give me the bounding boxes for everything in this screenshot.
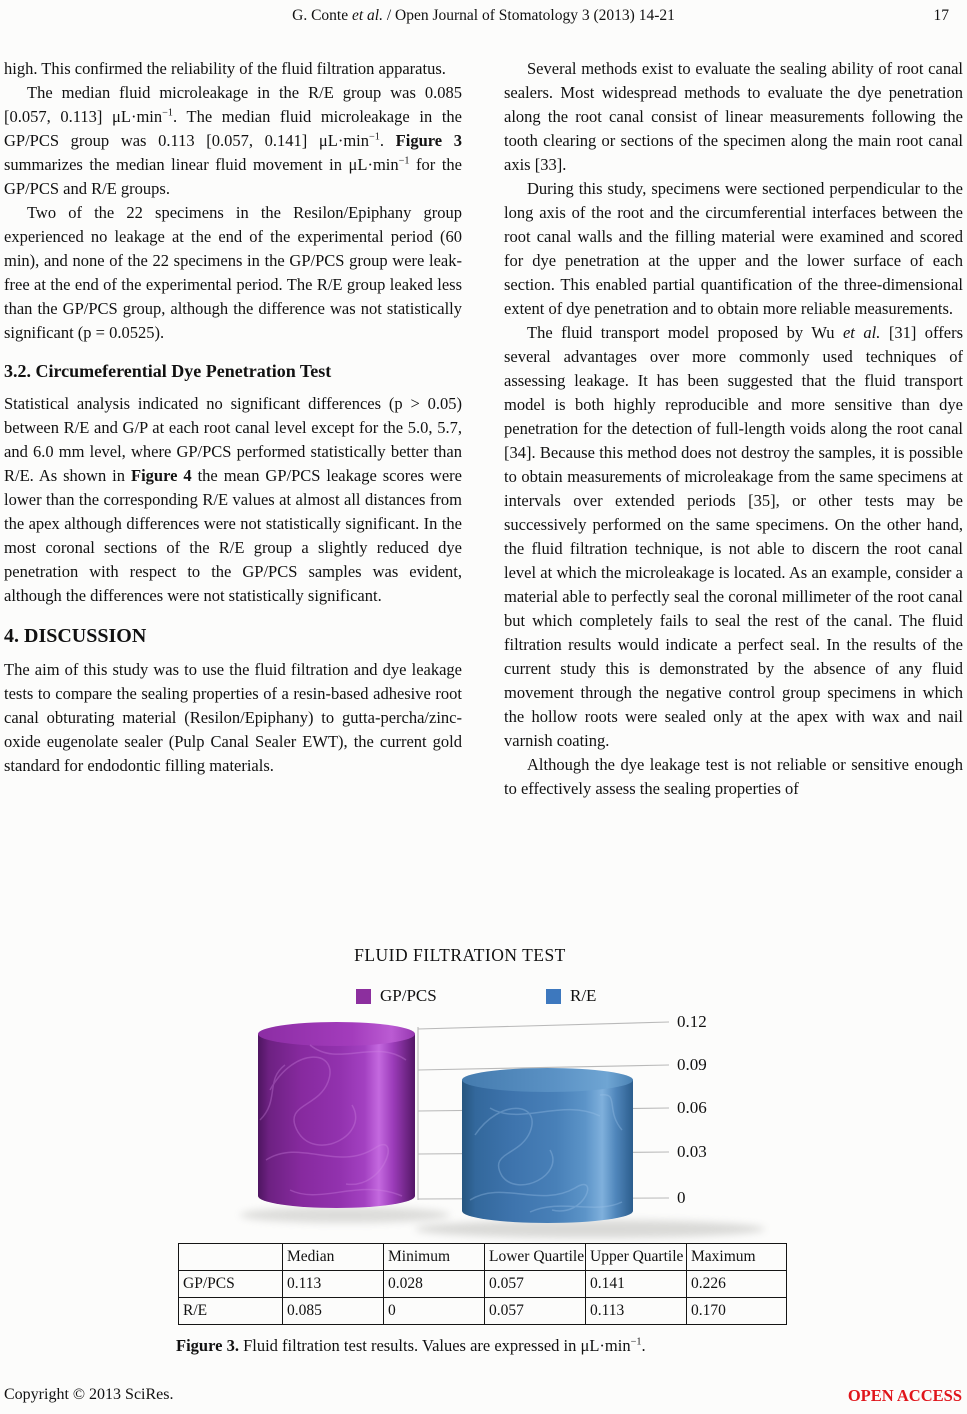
table-header-median: Median — [283, 1244, 384, 1271]
left-column — [4, 57, 462, 945]
legend-label-gppcs: GP/PCS — [380, 986, 437, 1005]
cylinder-gppcs — [258, 1022, 415, 1208]
legend-label-re: R/E — [570, 986, 597, 1005]
y-tick-label-0.09: 0.09 — [677, 1055, 707, 1074]
table-header-upper-quartile: Upper Quartile — [586, 1244, 687, 1271]
paragraph-right-1: Several methods exist to evaluate the sealing ability of root canal sealers. Most widespread methods to evaluate the dye penetration along the root canal consist of linear measurements following the tooth clearing or sections of the specimen along the main root canal axis [33]. — [504, 59, 963, 174]
bar-shadow-re — [415, 1220, 765, 1238]
table-header-blank — [179, 1244, 283, 1271]
cell-re-upper-quartile: 0.113 — [586, 1298, 687, 1325]
table-row-re — [179, 1298, 787, 1325]
cell-gppcs-label: GP/PCS — [179, 1271, 283, 1298]
paragraph-left-3: Two of the 22 specimens in the Resilon/Epiphany group experienced no leakage at the end of the experimental period (60 min), and none of the 22 specimens in the GP/PCS group were leak-free at the end of the experimental period. The R/E group leaked less than the GP/PCS group, although the difference was not statistically significant (p = 0.0525). — [4, 203, 462, 342]
table-header-row — [179, 1244, 787, 1271]
page-number: 17 — [933, 7, 949, 24]
paragraph-right-3: The fluid transport model proposed by Wu et al. [31] offers several advantages over more commonly used techniques of assessing leakage. It has been suggested that the fluid transport model is both highly reproducible and more sensitive than dye penetration for the detection of full-length voids along the root canal [34]. Because this method does not destroy the samples, it is possible to obtain measurements of microleakage from the same specimens at intervals over extended periods [35], or other tests may be successively performed on the same specimens. On the other hand, the fluid filtration technique, is not able to discern the root canal level at which the microleakage is located. As an example, consider a material able to perfectly seal the coronal millimeter of the root canal but which completely fails to seal the rest of the canal. The fluid filtration results would indicate a perfect seal. In the results of the current study this is demonstrated by the absence of any fluid movement through the negative control group specimens in which the hollow roots were sealed only at the apex with wax and nail varnish coating. — [504, 323, 963, 750]
cylinder-re — [462, 1068, 633, 1223]
right-column — [504, 57, 963, 945]
cell-gppcs-upper-quartile: 0.141 — [586, 1271, 687, 1298]
figure-caption: Figure 3. Fluid filtration test results. Values are expressed in $\mu L\cdot\min^{-1}$. — [176, 1336, 646, 1355]
header-citation: G. Conte et al. / Open Journal of Stomatology 3 (2013) 14-21 — [292, 7, 675, 24]
paragraph-left-1: high. This confirmed the reliability of the fluid filtration apparatus. — [4, 59, 446, 78]
section-heading-3-2: 3.2. Circumeferential Dye Penetration Test — [4, 361, 332, 381]
page-header — [0, 7, 967, 29]
table-header-maximum: Maximum — [687, 1244, 787, 1271]
cell-gppcs-maximum: 0.226 — [687, 1271, 787, 1298]
table-header-minimum: Minimum — [384, 1244, 485, 1271]
open-access-label: OPEN ACCESS — [847, 1386, 962, 1405]
cell-re-lower-quartile: 0.057 — [485, 1298, 586, 1325]
copyright-text: Copyright © 2013 SciRes. — [4, 1386, 174, 1403]
gridline-0.12 — [418, 1022, 669, 1029]
cell-re-label: R/E — [179, 1298, 283, 1325]
chart-title: FLUID FILTRATION TEST — [354, 945, 566, 965]
table-header-lower-quartile: Lower Quartile — [485, 1244, 586, 1271]
cell-re-minimum: 0 — [384, 1298, 485, 1325]
paragraph-right-4: Although the dye leakage test is not reliable or sensitive enough to effectively assess the sealing properties of — [504, 755, 963, 798]
cell-re-maximum: 0.170 — [687, 1298, 787, 1325]
cell-gppcs-minimum: 0.028 — [384, 1271, 485, 1298]
y-tick-label-0.06: 0.06 — [677, 1098, 707, 1117]
figure-3-area — [170, 940, 802, 1370]
section-heading-4: 4. DISCUSSION — [4, 625, 147, 647]
y-tick-label-0.03: 0.03 — [677, 1142, 707, 1161]
table-row-gppcs — [179, 1271, 787, 1298]
results-table — [178, 1243, 787, 1325]
bar-shadow-gppcs — [240, 1207, 450, 1223]
cell-gppcs-median: 0.113 — [283, 1271, 384, 1298]
fluid-filtration-chart-canvas — [170, 1000, 802, 1250]
y-tick-label-0: 0 — [677, 1188, 686, 1207]
paragraph-left-4: Statistical analysis indicated no significant differences (p > 0.05) between R/E and G/P at each root canal level except for the 5.0, 5.7, and 6.0 mm level, where GP/PCS performed statistically better than R/E. As shown in Figure 4 the mean GP/PCS leakage scores were lower than the corresponding R/E values at almost all distances from the apex although differences were not statistically significant. In the most coronal sections of the R/E group a slightly reduced dye penetration with respect to the GP/PCS samples was evident, although the differences were not statistically significant. — [4, 394, 462, 605]
cell-gppcs-lower-quartile: 0.057 — [485, 1271, 586, 1298]
y-tick-label-0.12: 0.12 — [677, 1012, 707, 1031]
paragraph-right-2: During this study, specimens were sectioned perpendicular to the long axis of the root and the circumferential interfaces between the root canal walls and the filling material were examined and scored for dye penetration at the upper and the lower surface of each section. This enabled partial quantification of the three-dimensional extent of dye penetration and to obtain more reliable measurements. — [504, 179, 963, 318]
cell-re-median: 0.085 — [283, 1298, 384, 1325]
paragraph-left-5: The aim of this study was to use the fluid filtration and dye leakage tests to compare the sealing properties of a resin-based adhesive root canal obturating material (Resilon/Epiphany) to gutta-percha/zinc-oxide eugenolate sealer (Pulp Canal Sealer EWT), the current gold standard for endodontic filling materials. — [4, 660, 462, 775]
paragraph-left-2: The median fluid microleakage in the R/E group was 0.085 [0.057, 0.113] $\mu L\cdot\min^{-1}$. The median fluid microleakage in the GP/PCS group was 0.113 [0.057, 0.141] $\mu L\cdot\min^{-1}$. Figure 3 summarizes the median linear fluid movement in $\mu L\cdot\min^{-1}$ for the GP/PCS and R/E groups. — [4, 83, 462, 198]
